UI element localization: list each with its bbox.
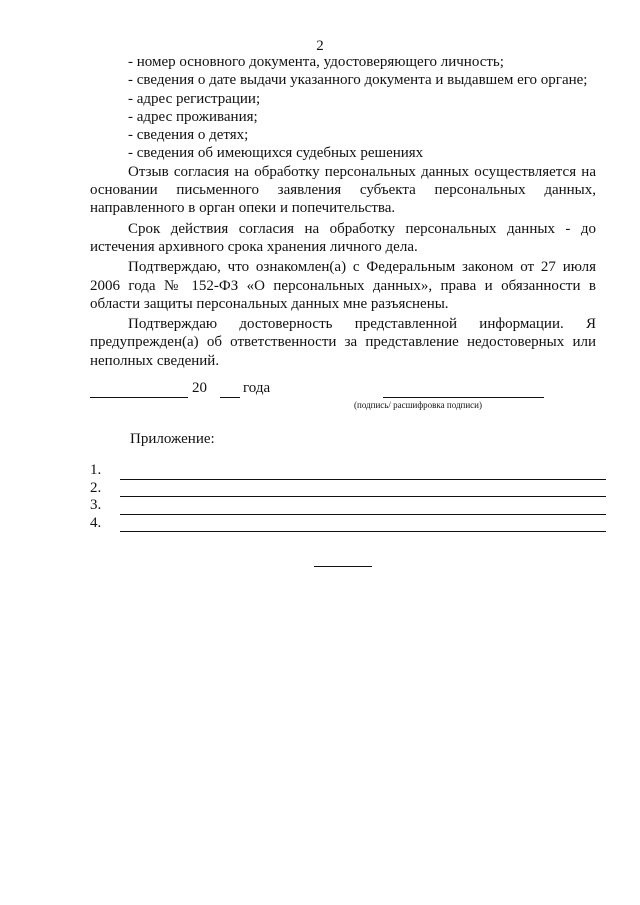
attachment-item [90, 480, 606, 498]
attachment-line[interactable] [120, 531, 606, 532]
list-item: - сведения об имеющихся судебных решениях [128, 145, 424, 162]
list-item: - адрес проживания; [128, 108, 258, 125]
attachment-list [90, 462, 606, 532]
paragraph-withdrawal: Отзыв согласия на обработку персональных данных осуществляется на основании письменного заявления субъекта персональных данных, направленного в орган опеки и попечительства. [90, 163, 596, 217]
list-item: - адрес регистрации; [128, 90, 261, 107]
attachment-item [90, 515, 606, 533]
list-item: - сведения о дате выдачи указанного документа и выдавшем его органе; [128, 72, 588, 89]
attachment-label: Приложение: [130, 431, 215, 447]
signature-caption: (подпись/ расшифровка подписи) [354, 400, 482, 410]
list-item: - номер основного документа, удостоверяющего личность; [128, 54, 504, 70]
attachment-number: 1. [90, 462, 102, 478]
signature-row [90, 380, 596, 400]
year-prefix: 20 [192, 380, 207, 396]
list-item: - сведения о детях; [128, 127, 249, 144]
year-suffix: года [243, 380, 271, 396]
attachment-item [90, 462, 606, 480]
attachment-number: 3. [90, 497, 102, 513]
consent-text [90, 53, 596, 370]
paragraph-confirmation: Подтверждаю достоверность представленной информации. Я предупрежден(а) об ответственности за представление недостоверных или неполных сведений. [90, 316, 596, 369]
paragraph-validity: Срок действия согласия на обработку персональных данных - до истечения архивного срока хранения личного дела. [90, 220, 596, 255]
attachment-number: 4. [90, 514, 102, 531]
date-field[interactable] [90, 380, 188, 398]
signature-field[interactable] [383, 380, 544, 398]
end-of-document-rule [314, 566, 372, 567]
attachment-number: 2. [90, 479, 102, 496]
page-number: 2 [316, 38, 324, 54]
paragraph-acknowledgement: Подтверждаю, что ознакомлен(а) с Федеральным законом от 27 июля 2006 года № 152-ФЗ «О персональных данных», права и обязанности в области защиты персональных данных мне разъяснены. [90, 259, 596, 312]
year-field[interactable] [220, 380, 240, 398]
attachment-item [90, 497, 606, 515]
